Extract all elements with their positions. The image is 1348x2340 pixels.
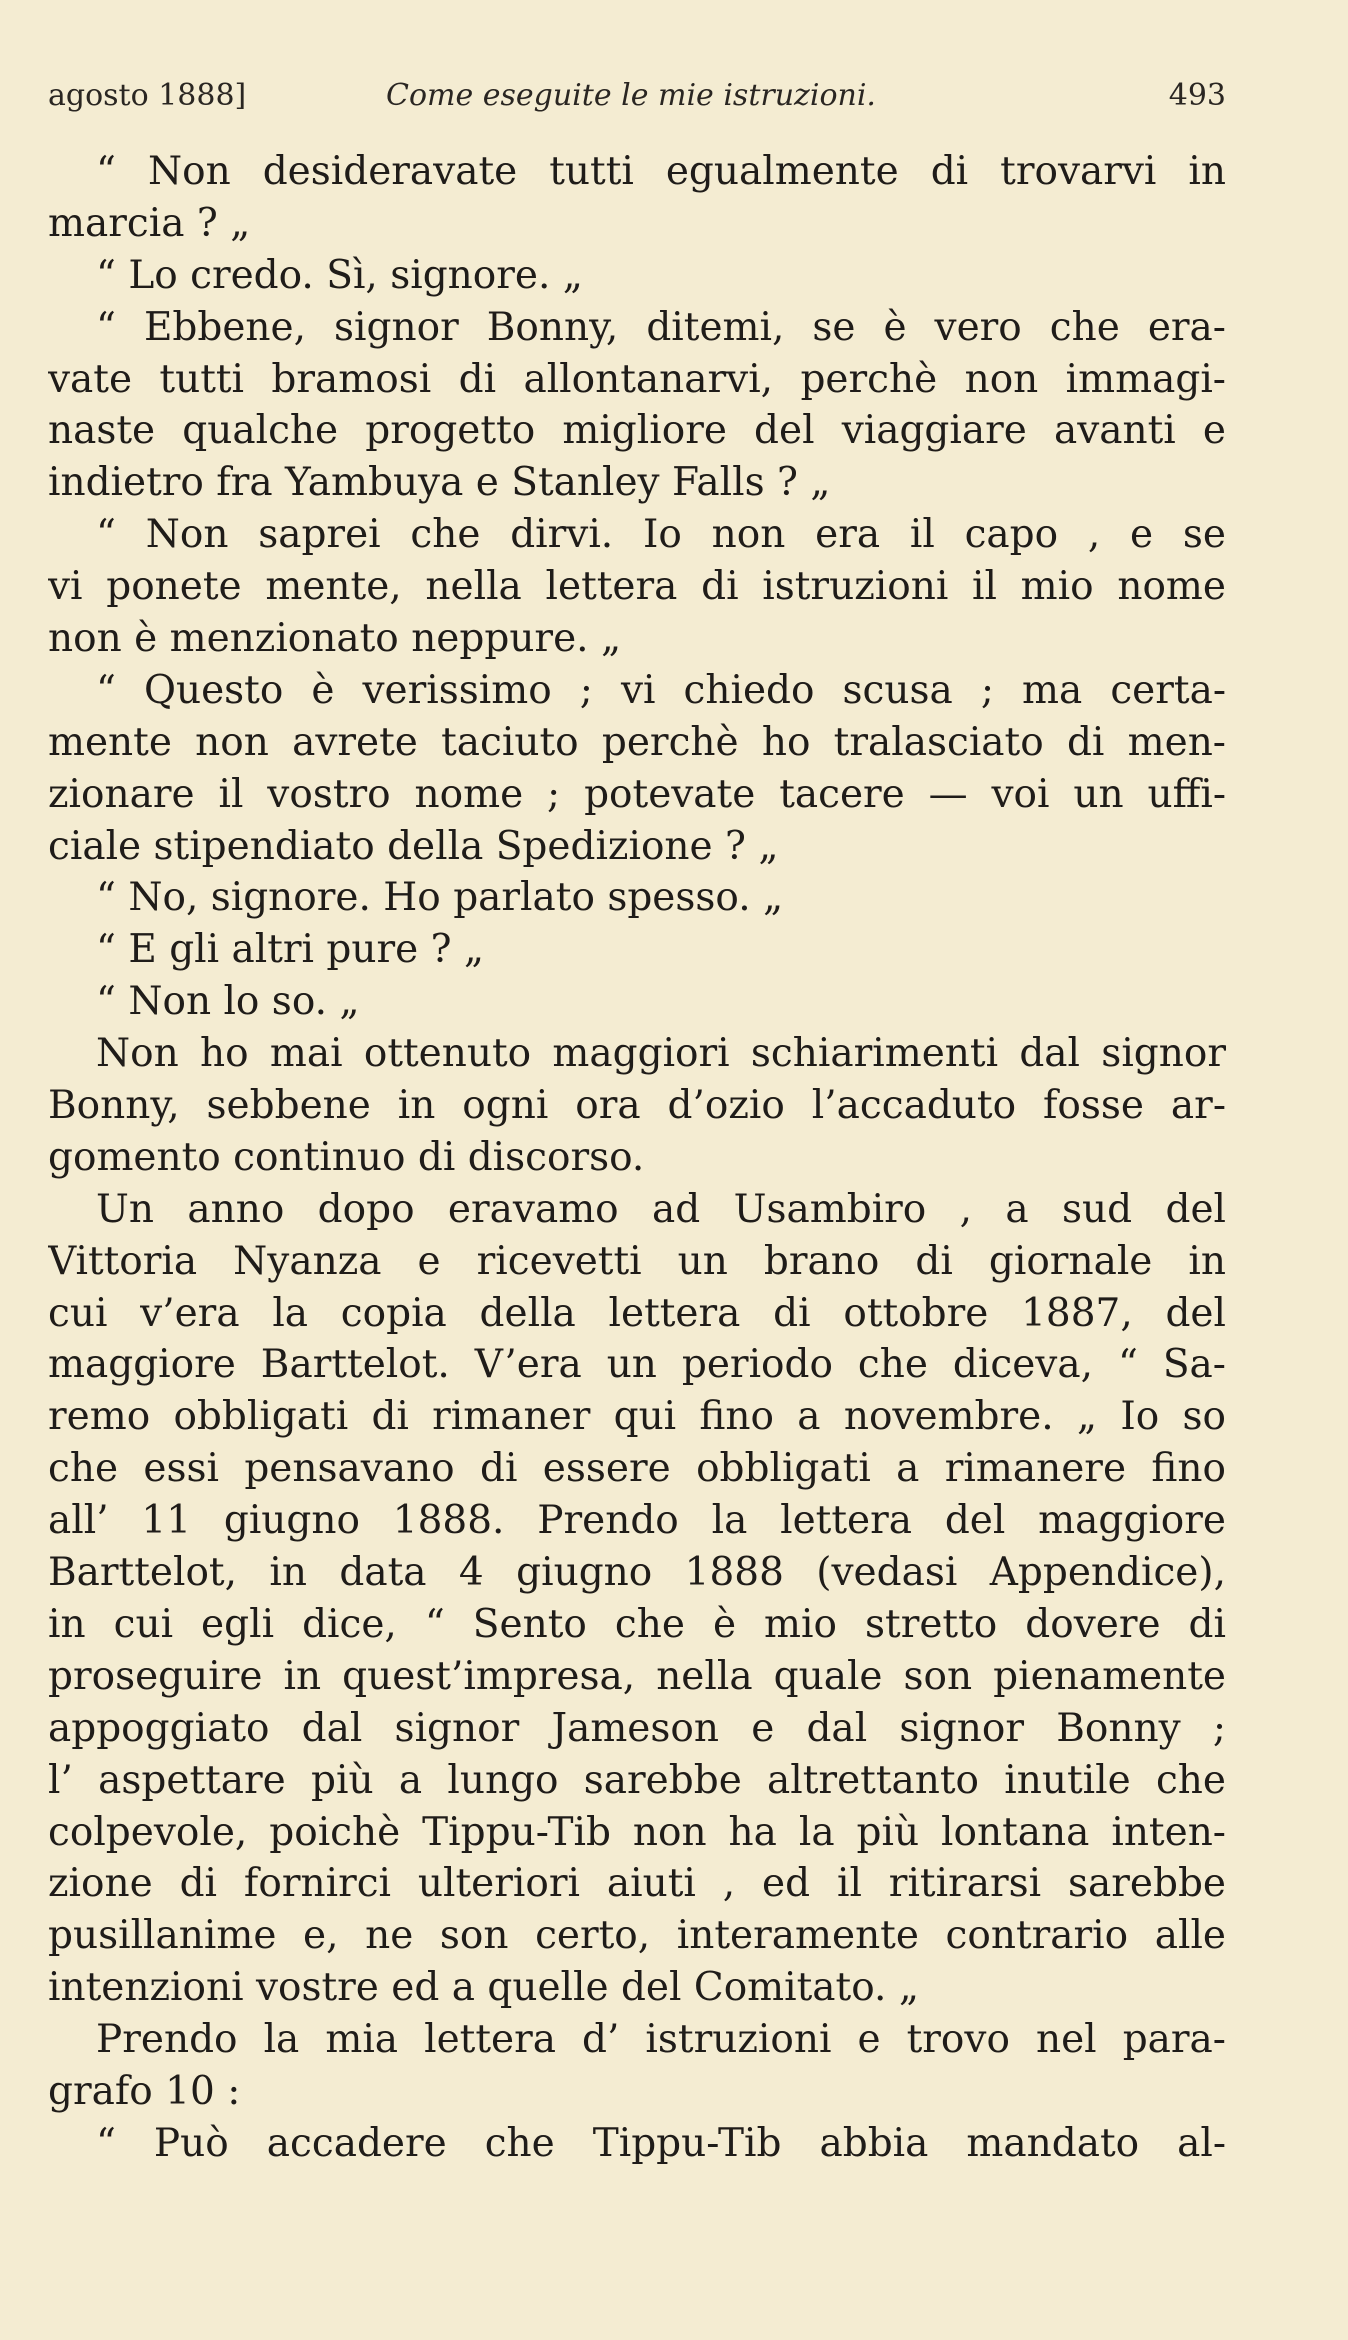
text-line: naste qualche progetto migliore del viaggiare avanti e	[48, 408, 1226, 454]
text-line: “ No, signore. Ho parlato spesso. „	[96, 875, 784, 921]
text-line: “ Non saprei che dirvi. Io non era il capo , e se	[96, 512, 1226, 558]
text-line: ciale stipendiato della Spedizione ? „	[48, 823, 779, 869]
text-line: l’ aspettare più a lungo sarebbe altrettanto inutile che	[48, 1757, 1226, 1803]
body-text	[48, 146, 1226, 2170]
text-line: intenzioni vostre ed a quelle del Comitato. „	[48, 1965, 920, 2011]
page-number: 493	[1168, 78, 1226, 113]
running-head-date: agosto 1888]	[48, 78, 247, 113]
text-line: colpevole, poichè Tippu-Tib non ha la più lontana inten-	[48, 1809, 1226, 1855]
text-line: gomento continuo di discorso.	[48, 1134, 645, 1180]
text-line: zionare il vostro nome ; potevate tacere — voi un uffi-	[48, 771, 1226, 817]
text-line: Non ho mai ottenuto maggiori schiarimenti dal signor	[96, 1031, 1226, 1077]
text-line: pusillanime e, ne son certo, interamente contrario alle	[48, 1913, 1226, 1959]
text-line: che essi pensavano di essere obbligati a rimanere fino	[48, 1446, 1226, 1492]
text-line: Barttelot, in data 4 giugno 1888 (vedasi Appendice),	[48, 1550, 1226, 1596]
text-line: vi ponete mente, nella lettera di istruzioni il mio nome	[48, 564, 1226, 610]
text-line: zione di fornirci ulteriori aiuti , ed il ritirarsi sarebbe	[48, 1861, 1226, 1907]
text-line: mente non avrete taciuto perchè ho tralasciato di men-	[48, 719, 1226, 765]
text-line: appoggiato dal signor Jameson e dal signor Bonny ;	[48, 1705, 1226, 1751]
running-head	[48, 78, 1226, 122]
text-line: Bonny, sebbene in ogni ora d’ozio l’accaduto fosse ar-	[48, 1083, 1226, 1129]
text-line: remo obbligati di rimaner qui fino a novembre. „ Io so	[48, 1394, 1226, 1440]
text-line: “ Non desideravate tutti egualmente di trovarvi in	[96, 149, 1226, 194]
text-line: “ Non lo so. „	[96, 979, 360, 1025]
text-line: “ Ebbene, signor Bonny, ditemi, se è vero che era-	[96, 304, 1226, 350]
text-line: grafo 10 :	[48, 2068, 241, 2114]
text-line: all’ 11 giugno 1888. Prendo la lettera del maggiore	[48, 1498, 1226, 1544]
text-line: “ Può accadere che Tippu-Tib abbia mandato al-	[96, 2120, 1226, 2166]
text-line: marcia ? „	[48, 200, 251, 246]
text-line: non è menzionato neppure. „	[48, 616, 622, 662]
text-line: indietro fra Yambuya e Stanley Falls ? „	[48, 460, 831, 506]
running-head-title: Come eseguite le mie istruzioni.	[386, 78, 876, 113]
text-line: “ Lo credo. Sì, signore. „	[96, 252, 583, 298]
text-line: in cui egli dice, “ Sento che è mio stretto dovere di	[48, 1601, 1226, 1647]
text-line: Vittoria Nyanza e ricevetti un brano di giornale in	[48, 1238, 1226, 1284]
text-line: Prendo la mia lettera d’ istruzioni e trovo nel para-	[96, 2017, 1226, 2063]
text-line: proseguire in quest’impresa, nella quale son pienamente	[48, 1653, 1226, 1699]
text-line: cui v’era la copia della lettera di ottobre 1887, del	[48, 1290, 1226, 1336]
text-line: maggiore Barttelot. V’era un periodo che diceva, “ Sa-	[48, 1342, 1226, 1388]
text-line: “ Questo è verissimo ; vi chiedo scusa ; ma certa-	[96, 667, 1226, 713]
text-line: vate tutti bramosi di allontanarvi, perchè non immagi-	[48, 356, 1226, 402]
text-line: Un anno dopo eravamo ad Usambiro , a sud del	[96, 1186, 1226, 1232]
text-line: “ E gli altri pure ? „	[96, 927, 485, 973]
